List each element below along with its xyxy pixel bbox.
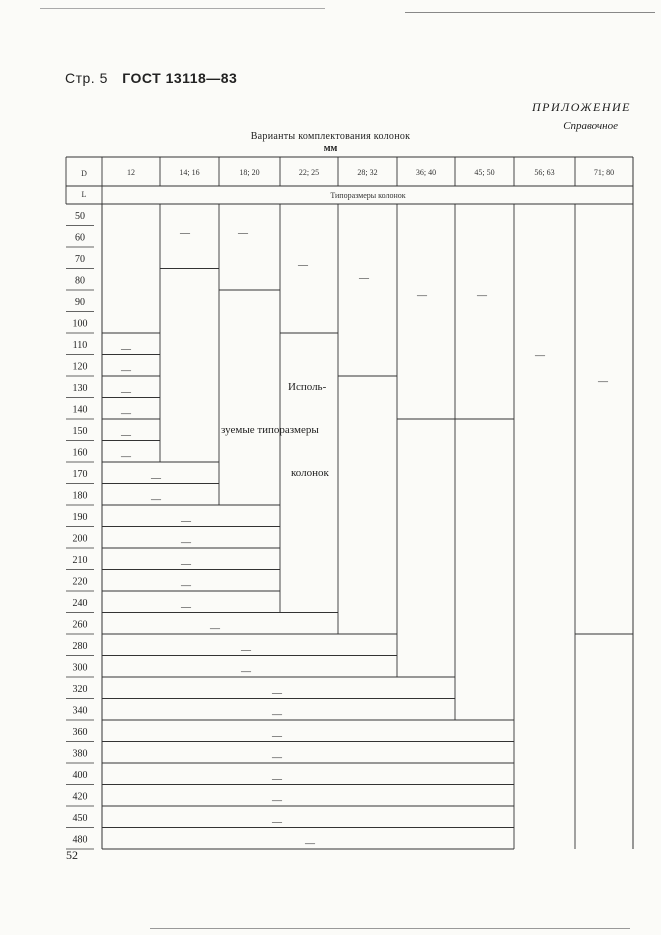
column-header: 71; 80 xyxy=(593,168,615,177)
unused-cell-dash: — xyxy=(598,376,608,388)
unused-cell-dash: — xyxy=(298,260,308,272)
header-l-label: L xyxy=(81,190,87,199)
appendix-reference: Справочное xyxy=(563,120,618,132)
row-label: 180 xyxy=(72,490,88,502)
unused-cell-dash: — xyxy=(272,709,282,721)
unused-cell-dash: — xyxy=(181,580,191,592)
column-header: 45; 50 xyxy=(474,168,495,177)
unused-cell-dash: — xyxy=(272,752,282,764)
unused-cell-dash: — xyxy=(238,227,248,239)
row-label: 420 xyxy=(72,791,88,803)
row-label: 70 xyxy=(75,254,85,265)
unused-cell-dash: — xyxy=(241,645,251,657)
row-label: 450 xyxy=(72,813,88,824)
row-label: 220 xyxy=(72,576,88,588)
row-label: 170 xyxy=(72,469,88,480)
unused-cell-dash: — xyxy=(359,273,369,285)
row-label: 300 xyxy=(72,662,88,674)
used-sizes-note-line2: зуемые типоразмеры xyxy=(221,424,319,436)
row-label: 100 xyxy=(72,318,88,330)
unused-cell-dash: — xyxy=(417,290,427,302)
unused-cell-dash: — xyxy=(180,227,190,239)
row-label: 150 xyxy=(72,426,88,437)
unused-cell-dash: — xyxy=(272,817,282,829)
appendix-title: ПРИЛОЖЕНИЕ xyxy=(532,100,631,114)
row-label: 480 xyxy=(72,834,88,846)
column-header: 56; 63 xyxy=(534,168,555,177)
unused-cell-dash: — xyxy=(272,774,282,786)
row-label: 160 xyxy=(72,447,88,459)
row-label: 140 xyxy=(72,404,88,416)
unused-cell-dash: — xyxy=(181,602,191,614)
row-label: 210 xyxy=(72,555,88,566)
row-label: 60 xyxy=(75,232,85,244)
row-label: 360 xyxy=(72,727,88,738)
row-label: 80 xyxy=(75,275,85,287)
unused-cell-dash: — xyxy=(121,408,131,420)
page-number: 52 xyxy=(66,848,78,862)
unused-cell-dash: — xyxy=(241,666,251,678)
row-label: 380 xyxy=(72,748,88,760)
header-d-label: D xyxy=(81,169,87,178)
sizes-header-label: Типоразмеры колонок xyxy=(330,191,406,200)
unused-cell-dash: — xyxy=(477,290,487,302)
unused-cell-dash: — xyxy=(181,559,191,571)
column-header: 14; 16 xyxy=(179,168,200,177)
column-header: 36; 40 xyxy=(415,168,437,177)
row-label: 120 xyxy=(72,361,88,373)
unused-cell-dash: — xyxy=(305,838,315,850)
row-label: 320 xyxy=(72,684,88,695)
row-label: 50 xyxy=(75,211,85,222)
unused-cell-dash: — xyxy=(210,623,220,635)
row-label: 400 xyxy=(72,770,88,781)
row-label: 190 xyxy=(72,512,88,523)
page-label: Стр. 5 xyxy=(65,70,108,86)
unused-cell-dash: — xyxy=(121,344,131,356)
unused-cell-dash: — xyxy=(272,731,282,743)
column-header: 22; 25 xyxy=(298,168,320,177)
row-label: 200 xyxy=(72,533,88,545)
standard-number: ГОСТ 13118—83 xyxy=(122,70,238,86)
unused-cell-dash: — xyxy=(181,516,191,528)
unused-cell-dash: — xyxy=(272,795,282,807)
row-label: 130 xyxy=(72,383,88,394)
column-header: 18; 20 xyxy=(239,168,260,177)
unused-cell-dash: — xyxy=(121,451,131,463)
unused-cell-dash: — xyxy=(121,387,131,399)
unused-cell-dash: — xyxy=(151,494,161,506)
unused-cell-dash: — xyxy=(121,365,131,377)
unused-cell-dash: — xyxy=(535,350,545,362)
column-header: 12 xyxy=(127,168,135,177)
row-label: 260 xyxy=(72,619,88,631)
used-sizes-note-line1: Исполь- xyxy=(288,381,327,393)
column-header: 28; 32 xyxy=(357,168,378,177)
table-caption: Варианты комплектования колонок xyxy=(250,131,411,142)
used-sizes-note-line3: колонок xyxy=(291,467,329,479)
row-label: 110 xyxy=(72,340,88,351)
row-label: 340 xyxy=(72,705,88,717)
row-label: 240 xyxy=(72,598,88,609)
table-unit: мм xyxy=(323,143,338,154)
row-label: 280 xyxy=(72,641,88,652)
unused-cell-dash: — xyxy=(151,473,161,485)
unused-cell-dash: — xyxy=(272,688,282,700)
row-label: 90 xyxy=(75,297,85,308)
unused-cell-dash: — xyxy=(181,537,191,549)
unused-cell-dash: — xyxy=(121,430,131,442)
